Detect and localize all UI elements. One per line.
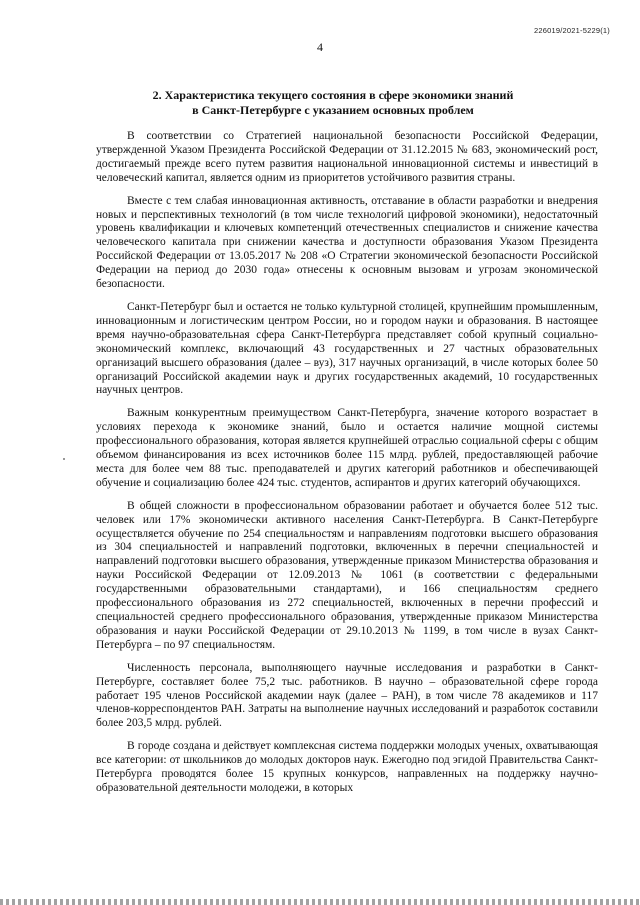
paragraph-1: В соответствии со Стратегией национальной безопасности Российской Федерации, утвержденной Указом Президента Российской Федерации от 31.12.2015 № 683, экономический рост, достигаемый прежде всего путем развития национальной инновационной системы и инвестиций в человеческий капитал, является одним из приоритетов устойчивого развития страны. [96,130,598,184]
scan-bottom-edge [0,899,640,905]
paragraph-5: В общей сложности в профессиональном образовании работает и обучается более 512 тыс. человек или 17% экономически активного населения Санкт-Петербурга. В Санкт-Петербурге осуществляется обучение по 254 специальностям и направлениям подготовки высшего образования из 304 специальностей и направлений подготовки, включенных в перечни специальностей и направлений подготовки высшего образования, утвержденные приказом Министерства образования и науки Российской Федерации от 12.09.2013 № 1061 (в соответствии с федеральными государственными образовательными стандартами), и 166 специальностям среднего профессионального образования из 272 специальностей, включенных в перечни профессий и специальностей среднего профессионального образования, утвержденные приказом Министерства образования и науки Российской Федерации от 29.10.2013 № 1199, в том числе в вузах Санкт-Петербурга – по 97 специальностям. [96,499,598,651]
paragraph-3: Санкт-Петербург был и остается не только культурной столицей, крупнейшим промышленным, инновационным и логистическим центром России, но и городом науки и образования. В настоящее время научно-образовательная сфера Санкт-Петербурга представляет собой крупный социально-экономический комплекс, включающий 43 государственных и 27 частных образовательных организаций высшего образования (далее – вуз), 317 научных организаций, в числе которых более 50 организаций Российской академии наук и других государственных академий, 10 государственных научных центров. [96,300,598,397]
paragraph-6: Численность персонала, выполняющего научные исследования и разработки в Санкт-Петербурге, составляет более 75,2 тыс. работников. В научно – образовательной сфере города работает 195 членов Российской академии наук (далее – РАН), в том числе 78 академиков и 117 членов-корреспондентов РАН. Затраты на выполнение научных исследований и разработок составили более 203,5 млрд. рублей. [96,661,598,730]
document-id: 226019/2021-5229(1) [534,26,610,35]
body-text [96,130,598,805]
section-title [96,88,570,118]
scan-margin-mark [63,458,65,460]
paragraph-2: Вместе с тем слабая инновационная активность, отставание в области разработки и внедрения новых и перспективных технологий (в том числе технологий цифровой экономики), недостаточный уровень квалификации и ключевых компетенций отечественных специалистов и снижение качества человеческого капитала при снижении качества и доступности образования Указом Президента Российской Федерации от 13.05.2017 № 208 «О Стратегии экономической безопасности Российской Федерации на период до 2030 года» отнесены к основным вызовам и угрозам экономической безопасности. [96,194,598,291]
paragraph-7: В городе создана и действует комплексная система поддержки молодых ученых, охватывающая все категории: от школьников до молодых докторов наук. Ежегодно под эгидой Правительства Санкт-Петербурга проводятся более 15 крупных конкурсов, направленных на поддержку научно-образовательной деятельности молодежи, в которых [96,740,598,794]
section-title-line-1: 2. Характеристика текущего состояния в сфере экономики знаний [152,88,514,102]
section-title-line-2: в Санкт-Петербурге с указанием основных проблем [192,103,474,117]
paragraph-4: Важным конкурентным преимуществом Санкт-Петербурга, значение которого возрастает в условиях перехода к экономике знаний, было и остается наличие мощной системы профессионального образования, которая является крупнейшей отраслью социальной сферы с общим объемом финансирования из всех источников более 115 млрд. рублей, предоставляющей рабочие места для более чем 88 тыс. преподавателей и других категорий работников и обеспечивающей обучение и социализацию более 424 тыс. студентов, аспирантов и других категорий обучающихся. [96,407,598,489]
page-number: 4 [317,40,323,54]
